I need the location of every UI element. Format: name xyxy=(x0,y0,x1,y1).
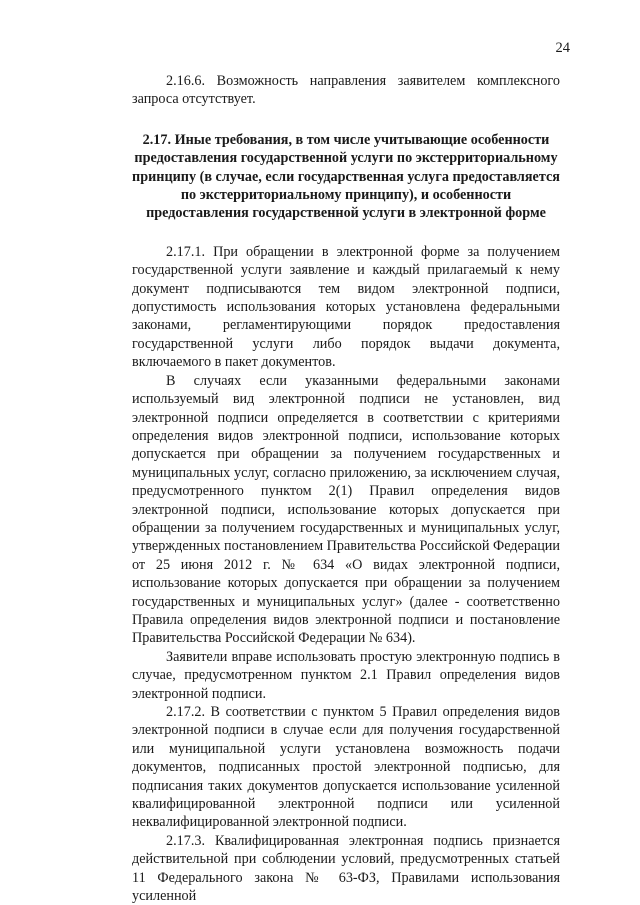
paragraph-2-17-1: 2.17.1. При обращении в электронной форме за получением государственной услуги заявление и каждый прилагаемый к нему документ подписываются тем видом электронной подписи, допустимость использования которых установлена федеральными законами, регламентирующими порядок предоставления государственной услуги либо порядок выдачи документа, включаемого в пакет документов. xyxy=(132,243,560,371)
paragraph-applicants-simple-signature: Заявители вправе использовать простую электронную подпись в случае, предусмотренном пунктом 2.1 Правил определения видов электронной подписи. xyxy=(132,648,560,702)
paragraph-signature-cases: В случаях если указанными федеральными законами используемый вид электронной подписи не установлен, вид электронной подписи определяется в соответствии с критериями определения видов электронной подписи, использование которых допускается при обращении за получением государственных и муниципальных услуг, согласно приложению, за исключением случая, предусмотренного пунктом 2(1) Правил определения видов электронной подписи, использование которых допускается при обращении за получением государственных и муниципальных услуг, утвержденных постановлением Правительства Российской Федерации от 25 июня 2012 г. № 634 «О видах электронной подписи, использование которых допускается при обращении за получением государственных и муниципальных услуг» (далее - соответственно Правила определения видов электронной подписи и постановление Правительства Российской Федерации № 634). xyxy=(132,372,560,647)
page-number: 24 xyxy=(555,40,570,56)
section-heading-2-17: 2.17. Иные требования, в том числе учитывающие особенности предоставления государственной услуги по экстерриториальному принципу (в случае, если государственная услуга предоставляется по экстерриториальному принципу), и особенности предоставления государственной услуги в электронной форме xyxy=(132,131,560,222)
paragraph-2-17-2: 2.17.2. В соответствии с пунктом 5 Правил определения видов электронной подписи в случае если для получения государственной или муниципальной услуги установлена возможность подачи документов, подписанных простой электронной подписью, для подписания таких документов допускается использование усиленной квалифицированной электронной подписи или усиленной неквалифицированной электронной подписи. xyxy=(132,704,560,831)
document-body xyxy=(132,72,560,905)
paragraph-2-16-6: 2.16.6. Возможность направления заявителем комплексного запроса отсутствует. xyxy=(132,73,560,108)
paragraph-2-17-3: 2.17.3. Квалифицированная электронная подпись признается действительной при соблюдении условий, предусмотренных статьей 11 Федерального закона № 63-ФЗ, Правилами использования усиленной xyxy=(132,832,560,905)
